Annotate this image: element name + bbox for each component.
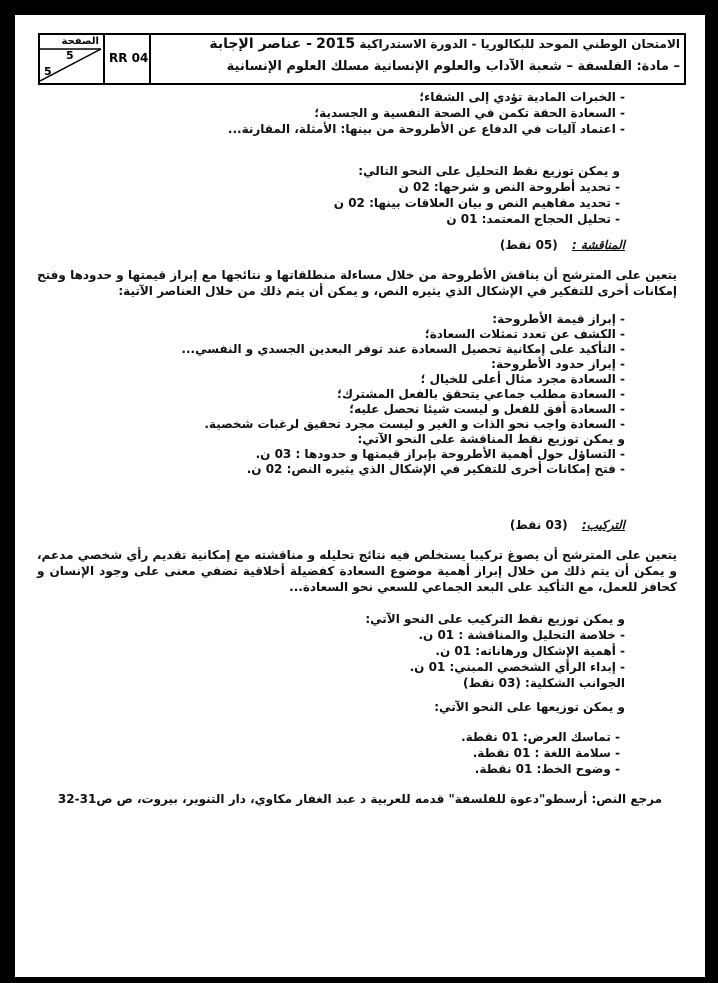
analysis-grading-item: - تحديد أطروحة النص و شرحها: 02 ن xyxy=(398,180,620,194)
formal-intro: و يمكن توزيعها على النحو الآتي: xyxy=(434,700,625,714)
analysis-grading-intro: و يمكن توزيع نقط التحليل على النحو التالي: xyxy=(358,164,620,178)
synthesis-points: (03 نقط) xyxy=(509,518,568,532)
exam-code-cell xyxy=(103,35,151,83)
synthesis-grading-intro: و يمكن توزيع نقط التركيب على النحو الآتي: xyxy=(365,612,625,626)
answer-elements-title: - عناصر الإجابة xyxy=(209,36,312,52)
discussion-paragraph: يتعين على المترشح أن يناقش الأطروحة من خلال مساءلة منطلقاتها و نتائجها مع إبراز قيمتها و حدودها وفتح إمكانات أخرى للتفكير في الإشكال الذي يثيره النص، و يمكن أن يتم ذلك من خلال العناصر الآتية: xyxy=(37,268,677,298)
analysis-grading-item: - تحديد مفاهيم النص و بيان العلاقات بينها: 02 ن xyxy=(333,196,620,210)
formal-item: - وضوح الخط: 01 نقطة. xyxy=(474,762,620,776)
discussion-item: - السعادة أفق للفعل و ليست شيئا نحصل عليه؛ xyxy=(349,402,625,416)
exam-session: الامتحان الوطني الموحد للبكالوريا - الدورة الاستدراكية xyxy=(359,37,680,51)
synthesis-grading-item: - خلاصة التحليل والمناقشة : 01 ن. xyxy=(418,628,625,642)
synthesis-paragraph: يتعين على المترشح أن يصوغ تركيبا يستخلص فيه نتائج تحليله و مناقشته مع إمكانية تقديم رأي شخصي مدعم، و يمكن أن يتم ذلك من خلال إبراز أهمية موضوع السعادة كفضيلة أخلاقية تضفي معنى على وجود الإنسان و كحافز للعمل، مع التأكيد على البعد الجماعي للسعي نحو السعادة... xyxy=(37,548,677,594)
formal-item: - سلامة اللغة : 01 نقطة. xyxy=(472,746,620,760)
discussion-heading xyxy=(500,237,625,253)
exam-code: RR 04 xyxy=(109,51,149,65)
text-reference-content: مرجع النص: أرسطو"دعوة للفلسفة" قدمه للعربية د عبد الغفار مكاوي، دار التنوير، بيروت، ص ص31-32 xyxy=(57,792,663,806)
analysis-item: - السعادة الحقة تكمن في الصحة النفسية و الجسدية؛ xyxy=(314,106,625,120)
formal-item: - تماسك العرض: 01 نقطة. xyxy=(461,730,620,744)
text-reference xyxy=(15,791,705,807)
synthesis-heading xyxy=(510,517,625,533)
formal-title: الجوانب الشكلية: (03 نقط) xyxy=(463,676,625,690)
header-box xyxy=(38,33,686,85)
discussion-grading-item: - فتح إمكانات أخرى للتفكير في الإشكال الذي يثيره النص: 02 ن. xyxy=(246,462,625,476)
discussion-item: - الكشف عن تعدد تمثلات السعادة؛ xyxy=(424,327,625,341)
synthesis-grading-item: - إبداء الرأي الشخصي المبني: 01 ن. xyxy=(409,660,625,674)
discussion-title: المناقشة : xyxy=(571,238,625,252)
page-number: 5 xyxy=(66,49,74,62)
analysis-item: - اعتماد آليات في الدفاع عن الأطروحة من بينها: الأمثلة، المقارنة... xyxy=(227,122,625,136)
discussion-item: - السعادة مجرد مثال أعلى للخيال ؛ xyxy=(420,372,625,386)
header-line-2: – مادة: الفلسفة – شعبة الآداب والعلوم الإنسانية مسلك العلوم الإنسانية xyxy=(226,59,680,74)
analysis-grading-item: - تحليل الحجاج المعتمد: 01 ن xyxy=(446,212,620,226)
discussion-grading-item: - التساؤل حول أهمية الأطروحة بإبراز قيمتها و حدودها : 03 ن. xyxy=(255,447,625,461)
discussion-item: - السعادة واجب نحو الذات و الغير و ليست مجرد تحقيق لرغبات شخصية. xyxy=(204,417,625,431)
synthesis-grading-item: - أهمية الإشكال ورهاناته: 01 ن. xyxy=(435,644,625,658)
header-line-1 xyxy=(209,36,680,52)
exam-year: 2015 xyxy=(316,36,356,52)
discussion-item: - التأكيد على إمكانية تحصيل السعادة عند توفر البعدين الجسدي و النفسي... xyxy=(181,342,625,356)
exam-page xyxy=(15,15,705,977)
synthesis-title: التركيب: xyxy=(581,518,625,532)
discussion-item: - إبراز حدود الأطروحة: xyxy=(491,357,625,371)
discussion-points: (05 نقط) xyxy=(499,238,558,252)
discussion-item: - إبراز قيمة الأطروحة: xyxy=(492,312,625,326)
page-label: الصفحة xyxy=(61,36,99,47)
header-titles xyxy=(154,35,680,83)
page-total: 5 xyxy=(44,65,52,78)
analysis-item: - الخبرات المادية تؤدي إلى الشقاء؛ xyxy=(419,90,625,104)
discussion-grading-intro: و يمكن توزيع نقط المناقشة على النحو الآتي: xyxy=(357,432,625,446)
page-number-cell xyxy=(40,35,105,83)
discussion-item: - السعادة مطلب جماعي يتحقق بالفعل المشترك؛ xyxy=(337,387,625,401)
